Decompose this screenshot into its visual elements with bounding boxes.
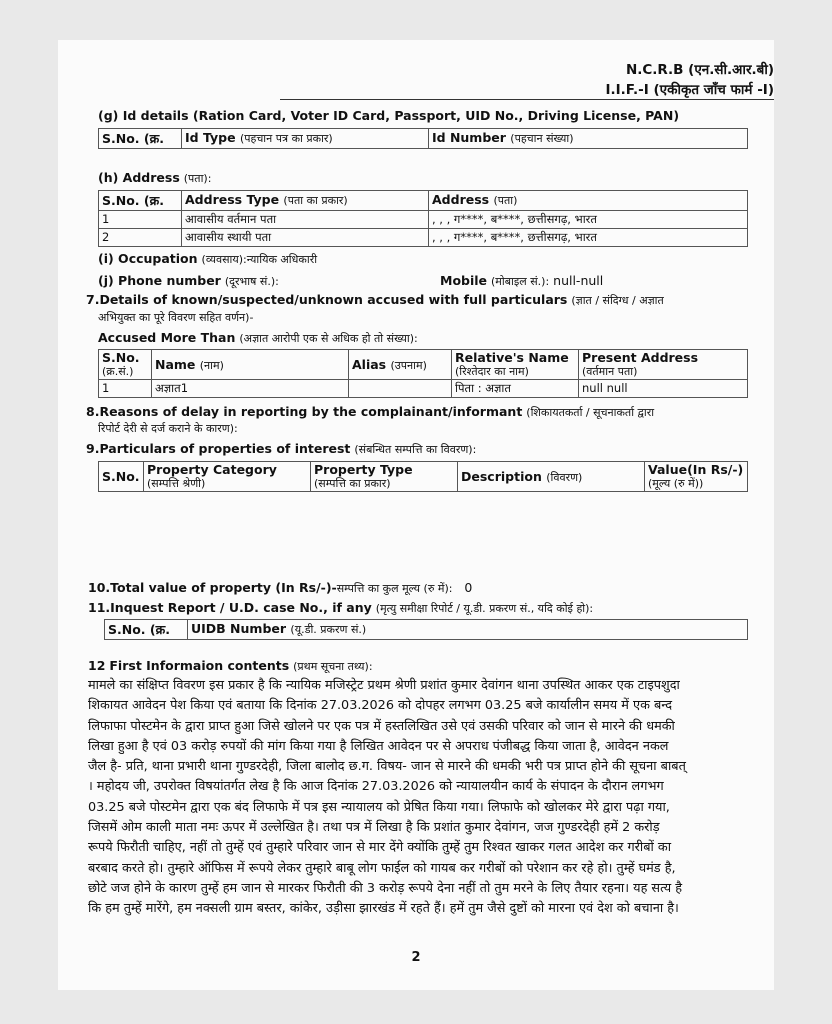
fir-line: मामले का संक्षिप्त विवरण इस प्रकार है कि न्यायिक मजिस्ट्रेट प्रथम श्रेणी प्रशांत कुमार देवांगन थाना उपस्थित आकर एक टाइपशुदा <box>88 678 680 693</box>
col-value: Value(In Rs/-) (मूल्य (रु में)) <box>645 462 748 492</box>
mobile-line: Mobile (मोबाइल सं.): null-null <box>440 273 604 288</box>
cell-sno: 2 <box>99 229 182 247</box>
col-id-type: Id Type (पहचान पत्र का प्रकार) <box>182 129 429 149</box>
col-sno: S.No. (क्र.सं.) <box>99 350 152 380</box>
fir-line: 03.25 बजे पोस्टमेन द्वारा एक बंद लिफाफे में पत्र इस न्यायालय को प्रेषित किया गया। लिफाफे को खोलकर मेरे द्वारा पढ़ा गया, <box>88 799 670 815</box>
fir-line: जैल है- प्रति, थाना प्रभारी थाना गुण्डरदेही, जिला बालोद छ.ग. विषय- जान से मारने की धमकी भरी पत्र प्राप्त होने की सूचना बाबत् <box>88 759 686 775</box>
col-alias: Alias (उपनाम) <box>349 350 452 380</box>
fir-line: छोटे जज होने के कारण तुम्हें हम जान से मारकर फिरौती की 3 करोड़ रूपये देना नहीं तो तुम मरने के लिए तैयार रहना। यह सत्य है <box>88 880 683 896</box>
page-number: 2 <box>411 950 421 965</box>
table-row <box>99 229 748 247</box>
col-uidb-number: UIDB Number (यू.डी. प्रकरण सं.) <box>188 620 748 640</box>
section-9-title: 9.Particulars of properties of interest (संबन्धित सम्पत्ति का विवरण): <box>86 441 477 456</box>
inquest-table <box>104 619 748 640</box>
cell-sno: 1 <box>99 211 182 229</box>
cell-address-type: आवासीय स्थायी पता <box>182 229 429 247</box>
fir-line: जिसमें ओम काली माता नमः ऊपर में उल्लेखित है। तथा पत्र में लिखा है कि प्रशांत कुमार देवांगन, जज गुण्डरदेही हमें 2 करोड़ <box>88 820 660 836</box>
cell-present-address: null null <box>579 380 748 398</box>
col-name: Name (नाम) <box>152 350 349 380</box>
cell-name: अज्ञात1 <box>152 380 349 398</box>
accused-more-than: Accused More Than (अज्ञात आरोपी एक से अधिक हो तो संख्या): <box>98 330 418 345</box>
col-sno: S.No. <box>99 462 144 492</box>
fir-line: बरबाद करते हो। तुम्हारे ऑफिस में रूपये लेकर तुम्हारे बाबू लोग फाईल को गायब कर गरीबों को परेशान कर रहे हो। तुम्हें घमंड है, <box>88 860 676 876</box>
accused-table <box>98 349 748 398</box>
document-page <box>58 40 774 990</box>
ncrb-header: N.C.R.B (एन.सी.आर.बी) <box>625 62 774 78</box>
fir-line: लिफाफा पोस्टमेन के द्वारा प्राप्त हुआ जिसे खोलने पर एक पत्र में हस्तलिखित उसे एवं उसकी परिवार को जान से मारने की धमकी <box>88 718 675 734</box>
cell-address: , , , ग****, ब****, छत्तीसगढ़, भारत <box>429 229 748 247</box>
header-rule <box>280 99 774 100</box>
col-relative-name: Relative's Name (रिश्तेदार का नाम) <box>452 350 579 380</box>
col-property-category: Property Category (सम्पत्ति श्रेणी) <box>144 462 311 492</box>
fir-content <box>88 676 778 920</box>
section-g-title: (g) Id details (Ration Card, Voter ID Card, Passport, UID No., Driving License, PAN) <box>98 108 680 123</box>
phone-line: (j) Phone number (दूरभाष सं.): <box>98 273 279 288</box>
section-h-title: (h) Address (पता): <box>98 170 212 185</box>
cell-alias <box>349 380 452 398</box>
section-7-subtitle: अभियुक्त का पूरे विवरण सहित वर्णन)- <box>98 311 254 324</box>
section-12-title: 12 First Informaion contents (प्रथम सूचना तथ्य): <box>88 658 373 673</box>
col-address-type: Address Type (पता का प्रकार) <box>182 191 429 211</box>
section-8-title: 8.Reasons of delay in reporting by the complainant/informant (शिकायतकर्ता / सूचनाकर्ता द्वारा <box>86 404 655 419</box>
section-7-title: 7.Details of known/suspected/unknown accused with full particulars (ज्ञात / संदिग्ध / अज्ञात <box>86 292 664 307</box>
fir-line: लिखा हुआ है एवं 03 करोड़ रुपयों की मांग किया गया है लिखित आवेदन पर से अपराध पंजीबद्ध किया जाता है, आवेदन नकल <box>88 738 669 754</box>
section-11-title: 11.Inquest Report / U.D. case No., if any (मृत्यु समीक्षा रिपोर्ट / यू.डी. प्रकरण सं., यदि कोई हो): <box>88 600 594 615</box>
cell-address-type: आवासीय वर्तमान पता <box>182 211 429 229</box>
iif-form-header: I.I.F.-I (एकीकृत जाँच फार्म -I) <box>605 82 774 98</box>
cell-address: , , , ग****, ब****, छत्तीसगढ़, भारत <box>429 211 748 229</box>
col-address: Address (पता) <box>429 191 748 211</box>
address-table <box>98 190 748 247</box>
id-details-table <box>98 128 748 149</box>
properties-table <box>98 461 748 492</box>
col-id-number: Id Number (पहचान संख्या) <box>429 129 748 149</box>
fir-line: । महोदय जी, उपरोक्त विषयांतर्गत लेख है कि आज दिनांक 27.03.2026 को न्यायालयीन कार्य के संपादन के दौरान लगभग <box>88 779 664 795</box>
section-10-line: 10.Total value of property (In Rs/-)-सम्पत्ति का कुल मूल्य (रु में): 0 <box>88 580 473 595</box>
cell-relative: पिता : अज्ञात <box>452 380 579 398</box>
col-sno: S.No. (क्र. <box>105 620 188 640</box>
col-property-type: Property Type (सम्पत्ति का प्रकार) <box>311 462 458 492</box>
col-sno: S.No. (क्र. <box>99 129 182 149</box>
table-row <box>99 211 748 229</box>
col-description: Description (विवरण) <box>458 462 645 492</box>
fir-line: रूपये फिरौती चाहिए, नहीं तो तुम्हें एवं तुम्हारे परिवार जान से मार देंगे क्योंकि तुम्हें तुम रिश्वत खाकर गलत आदेश कर गरीबों का <box>88 840 672 856</box>
section-8-subtitle: रिपोर्ट देरी से दर्ज कराने के कारण): <box>98 422 238 435</box>
cell-sno: 1 <box>99 380 152 398</box>
fir-line: शिकायत आवेदन पेश किया एवं बताया कि दिनांक 27.03.2026 को दोपहर लगभग 03.25 बजे कार्यालीन समय में एक बन्द <box>88 698 673 714</box>
col-present-address: Present Address (वर्तमान पता) <box>579 350 748 380</box>
fir-line: कि हम तुम्हें मारेंगे, हम नक्सली ग्राम बस्तर, कांकेर, उड़ीसा झारखंड में रहते हैं। हमें तुम जैसे दुष्टों को मारना एवं देश को बचाना है। <box>88 901 679 917</box>
occupation-line: (i) Occupation (व्यवसाय):न्यायिक अधिकारी <box>98 251 318 266</box>
col-sno: S.No. (क्र. <box>99 191 182 211</box>
table-row <box>99 380 748 398</box>
